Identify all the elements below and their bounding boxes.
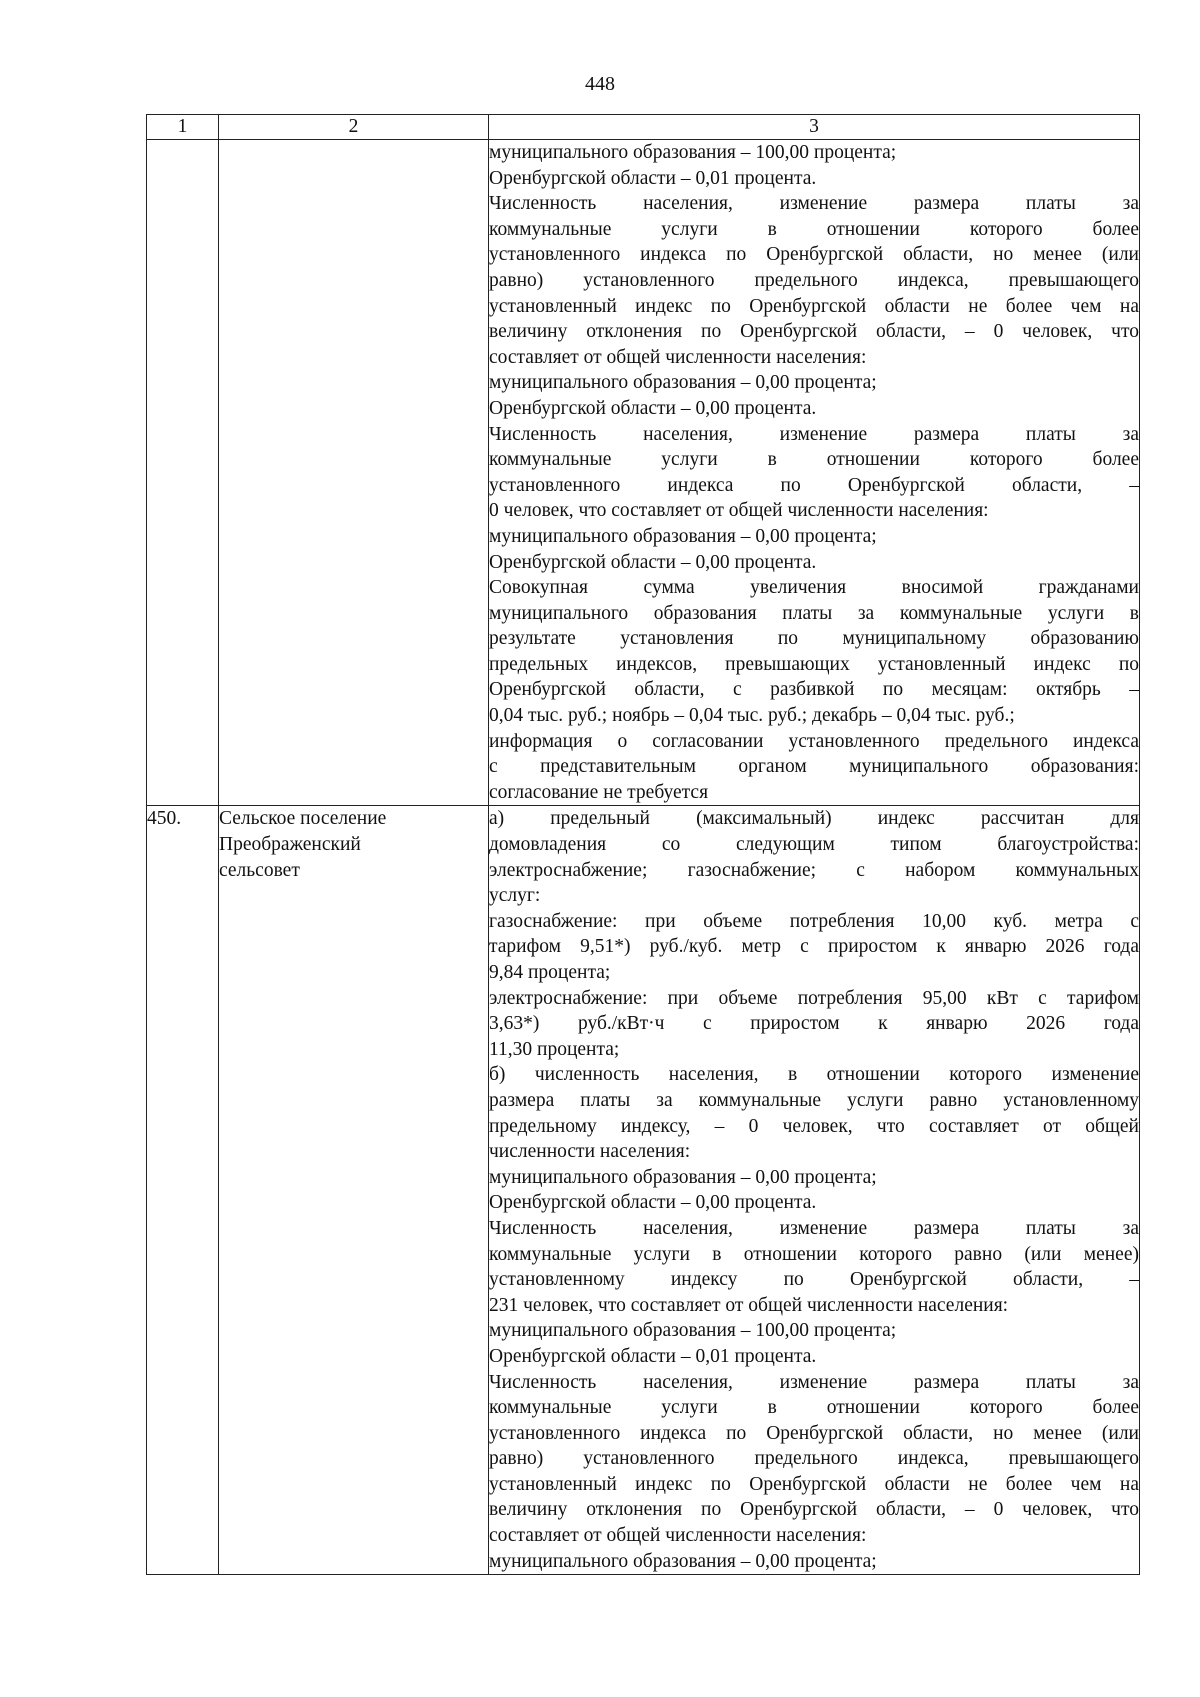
text-line: равно) установленного предельного индекса, превышающего (489, 1448, 1139, 1470)
text-line: 11,30 процента; (489, 1038, 620, 1060)
text-line: предельному индексу, – 0 человек, что составляет от общей (489, 1115, 1139, 1137)
text-line: муниципального образования – 100,00 процента; (489, 1320, 897, 1342)
text-line: 9,84 процента; (489, 962, 611, 983)
text-line: величину отклонения по Оренбургской области, – 0 человек, что (489, 1499, 1139, 1521)
text-line: Численность населения, изменение размера платы за (489, 423, 1139, 445)
name-line: Сельское поселение (219, 808, 387, 830)
text-line: коммунальные услуги в отношении которого более (489, 218, 1139, 240)
text-line: муниципального образования – 0,00 процента; (489, 372, 877, 394)
text-line: составляет от общей численности населения: (489, 1525, 867, 1547)
text-line: величину отклонения по Оренбургской области, – 0 человек, что (489, 321, 1139, 343)
text-line: Оренбургской области – 0,00 процента. (489, 551, 817, 573)
row-description-cell (489, 806, 1140, 1575)
header-cell-2: 2 (219, 115, 489, 140)
text-line: б) численность населения, в отношении которого изменение (489, 1064, 1139, 1086)
text-line: тарифом 9,51*) руб./куб. метр с приростом к январю 2026 года (489, 936, 1139, 958)
header-cell-3: 3 (489, 115, 1140, 140)
text-line: согласование не требуется (489, 781, 709, 803)
row-name-cell (219, 806, 489, 1575)
text-line: 3,63*) руб./кВт·ч с приростом к январю 2026 года (489, 1013, 1139, 1035)
row-name-cell (219, 140, 489, 806)
text-line: Численность населения, изменение размера платы за (489, 1371, 1139, 1393)
name-line: сельсовет (219, 859, 300, 881)
text-line: муниципального образования – 100,00 процента; (489, 142, 897, 163)
text-line: муниципального образования платы за коммунальные услуги в (489, 602, 1139, 624)
text-line: муниципального образования – 0,00 процента; (489, 525, 877, 547)
text-line: электроснабжение: при объеме потребления 95,00 кВт с тарифом (489, 987, 1139, 1009)
text-line: 0 человек, что составляет от общей численности населения: (489, 500, 989, 522)
text-line: предельных индексов, превышающих установленный индекс по (489, 653, 1139, 675)
text-line: Оренбургской области – 0,01 процента. (489, 1345, 817, 1367)
text-line: установленный индекс по Оренбургской области не более чем на (489, 295, 1139, 317)
text-line: результате установления по муниципальному образованию (489, 628, 1139, 650)
data-table (146, 114, 1140, 1575)
text-line: Оренбургской области – 0,01 процента. (489, 167, 817, 189)
text-line: установленный индекс по Оренбургской области не более чем на (489, 1473, 1139, 1495)
table-row-450 (147, 806, 1140, 1575)
row-number-cell: 450. (147, 806, 219, 1575)
text-line: Совокупная сумма увеличения вносимой гражданами (489, 577, 1139, 599)
text-line: установленному индексу по Оренбургской области, – (489, 1269, 1139, 1291)
header-cell-1: 1 (147, 115, 219, 140)
text-line: численности населения: (489, 1141, 691, 1163)
text-line: равно) установленного предельного индекса, превышающего (489, 269, 1139, 291)
text-line: с представительным органом муниципального образования: (489, 756, 1139, 778)
text-line: муниципального образования – 0,00 процента; (489, 1166, 877, 1188)
text-line: услуг: (489, 885, 541, 907)
text-line: установленного индекса по Оренбургской области, но менее (или (489, 1422, 1139, 1444)
municipality-name (219, 806, 488, 883)
row-number-cell (147, 140, 219, 806)
description-text (489, 140, 1139, 805)
description-text (489, 806, 1139, 1574)
text-line: Численность населения, изменение размера платы за (489, 1217, 1139, 1239)
text-line: установленного индекса по Оренбургской области, – (489, 474, 1139, 496)
text-line: электроснабжение; газоснабжение; с набором коммунальных (489, 859, 1139, 881)
text-line: 231 человек, что составляет от общей численности населения: (489, 1294, 1009, 1316)
text-line: а) предельный (максимальный) индекс рассчитан для (489, 808, 1139, 830)
text-line: Оренбургской области – 0,00 процента. (489, 1192, 817, 1214)
table-row-continuation (147, 140, 1140, 806)
text-line: размера платы за коммунальные услуги равно установленному (489, 1089, 1139, 1111)
text-line: информация о согласовании установленного предельного индекса (489, 730, 1139, 752)
text-line: коммунальные услуги в отношении которого более (489, 449, 1139, 471)
text-line: муниципального образования – 0,00 процента; (489, 1550, 877, 1572)
text-line: составляет от общей численности населения: (489, 346, 867, 368)
text-line: 0,04 тыс. руб.; ноябрь – 0,04 тыс. руб.; декабрь – 0,04 тыс. руб.; (489, 705, 1015, 727)
text-line: домовладения со следующим типом благоустройства: (489, 834, 1139, 856)
row-description-cell (489, 140, 1140, 806)
text-line: коммунальные услуги в отношении которого более (489, 1397, 1139, 1419)
text-line: коммунальные услуги в отношении которого равно (или менее) (489, 1243, 1139, 1265)
text-line: Оренбургской области, с разбивкой по месяцам: октябрь – (489, 679, 1139, 701)
page-number: 448 (585, 73, 615, 95)
table-header-row (147, 115, 1140, 140)
text-line: установленного индекса по Оренбургской области, но менее (или (489, 244, 1139, 266)
name-line: Преображенский (219, 834, 361, 856)
text-line: газоснабжение: при объеме потребления 10,00 куб. метра с (489, 910, 1139, 932)
text-line: Оренбургской области – 0,00 процента. (489, 397, 817, 419)
text-line: Численность населения, изменение размера платы за (489, 193, 1139, 215)
